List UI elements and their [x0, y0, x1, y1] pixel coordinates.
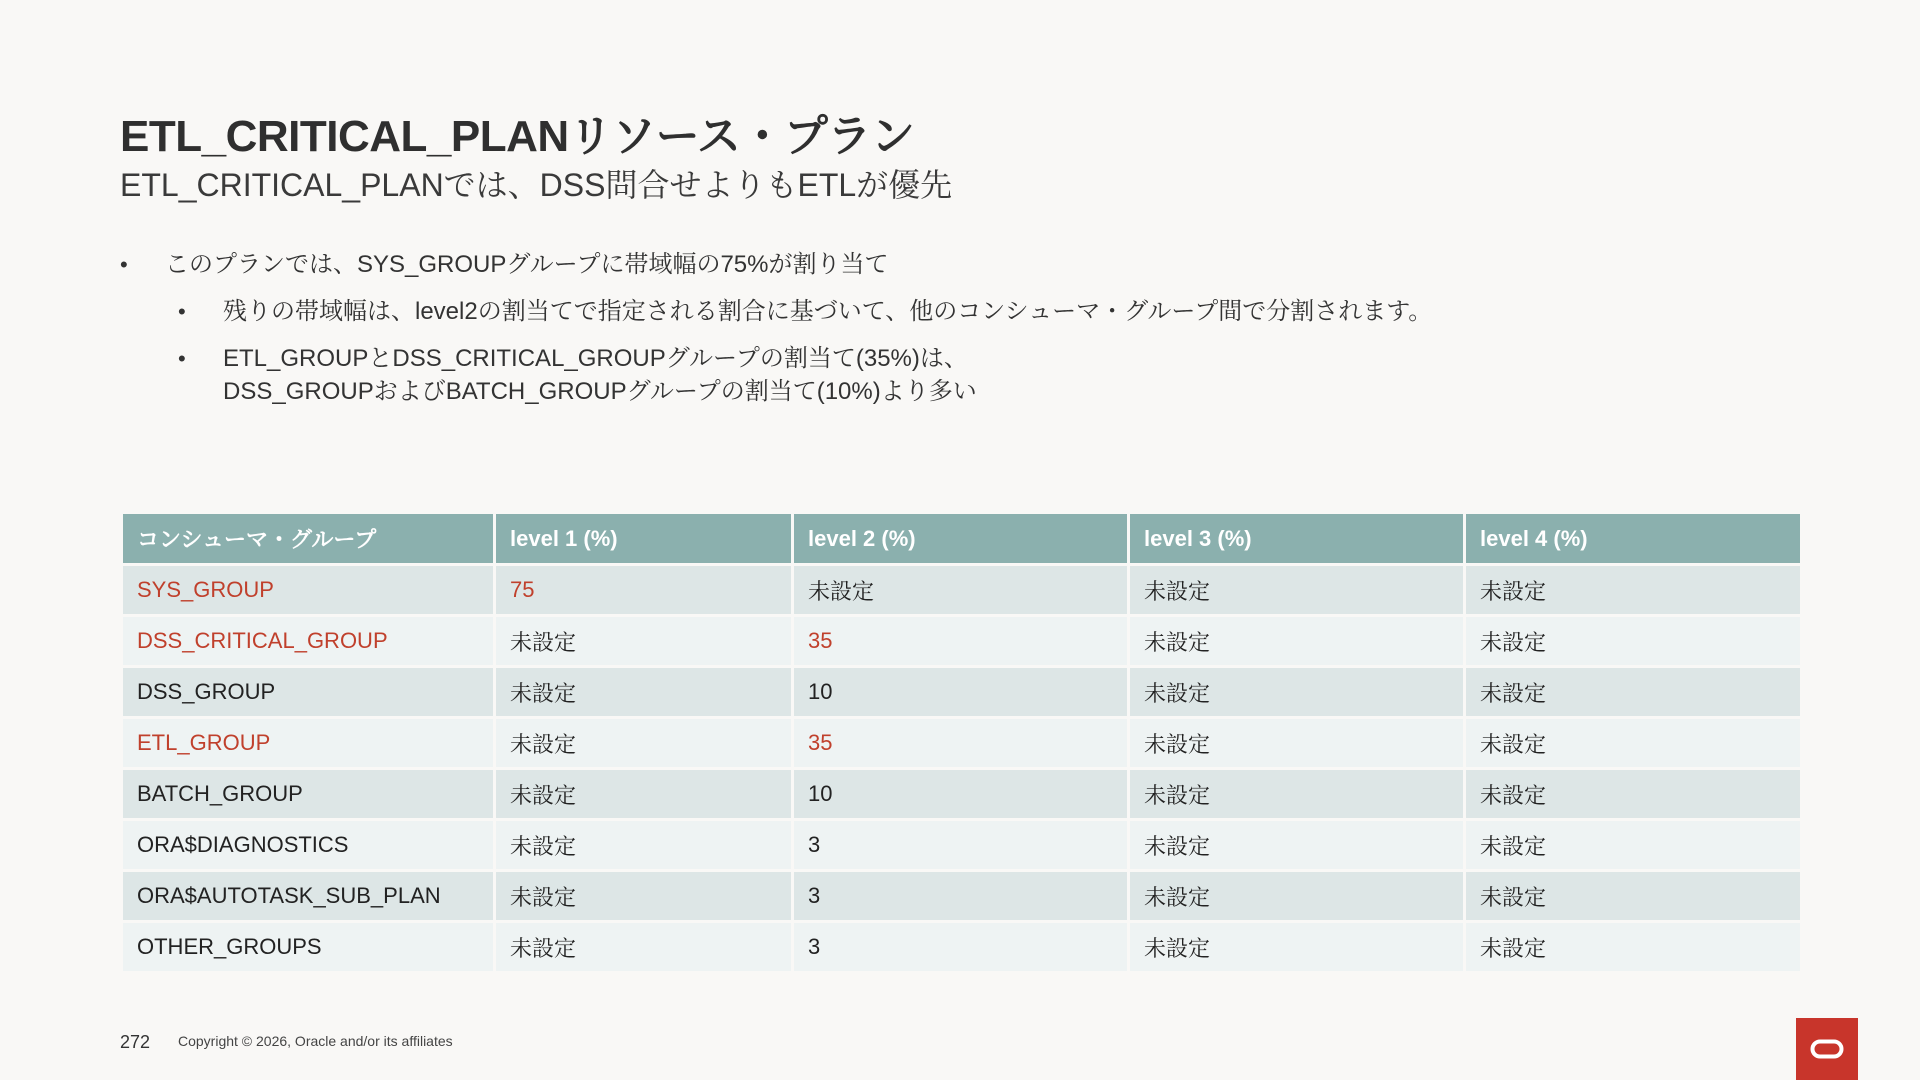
table-cell: 未設定 — [793, 565, 1129, 616]
table-cell: 未設定 — [1129, 718, 1465, 769]
sub-bullet-text-line2: DSS_GROUPおよびBATCH_GROUPグループの割当て(10%)より多い — [223, 378, 977, 405]
table-cell: 未設定 — [1465, 565, 1802, 616]
table-cell: ORA$DIAGNOSTICS — [122, 820, 495, 871]
table-cell: 75 — [495, 565, 793, 616]
sub-bullet-item — [120, 342, 1820, 408]
header-level4: level 4 (%) — [1465, 513, 1802, 565]
bullet-marker: • — [178, 299, 186, 324]
sub-bullet-text: 残りの帯域幅は、level2の割当てで指定される割合に基づいて、他のコンシューマ・グループ間で分割されます。 — [223, 298, 1433, 325]
table-cell: 未設定 — [1129, 565, 1465, 616]
table-cell: OTHER_GROUPS — [122, 922, 495, 973]
bullet-marker: • — [178, 346, 186, 371]
table-cell: 未設定 — [1129, 616, 1465, 667]
table-cell: 未設定 — [495, 769, 793, 820]
table-row — [122, 667, 1802, 718]
resource-plan-table — [120, 511, 1803, 974]
header-consumer-group: コンシューマ・グループ — [122, 513, 495, 565]
table-cell: BATCH_GROUP — [122, 769, 495, 820]
bullet-marker: • — [120, 252, 128, 277]
table-cell: 未設定 — [495, 616, 793, 667]
table-row — [122, 616, 1802, 667]
table-cell: SYS_GROUP — [122, 565, 495, 616]
table-cell: 未設定 — [1465, 871, 1802, 922]
table-cell: DSS_CRITICAL_GROUP — [122, 616, 495, 667]
table-cell: 未設定 — [495, 718, 793, 769]
page-number: 272 — [120, 1032, 151, 1052]
table-cell: 未設定 — [495, 871, 793, 922]
table-cell: 未設定 — [495, 667, 793, 718]
sub-bullet-item — [120, 295, 1820, 328]
table-row — [122, 922, 1802, 973]
table-cell: 未設定 — [1129, 820, 1465, 871]
table-cell: ORA$AUTOTASK_SUB_PLAN — [122, 871, 495, 922]
table-row — [122, 769, 1802, 820]
oracle-logo-icon — [1796, 1018, 1858, 1080]
header-level2: level 2 (%) — [793, 513, 1129, 565]
table-cell: 未設定 — [1129, 769, 1465, 820]
table-cell: ETL_GROUP — [122, 718, 495, 769]
bullet-list — [120, 248, 1820, 408]
table-cell: 未設定 — [1465, 922, 1802, 973]
header-level1: level 1 (%) — [495, 513, 793, 565]
table-cell: 未設定 — [1129, 667, 1465, 718]
table-cell: 未設定 — [1129, 871, 1465, 922]
table-cell: 35 — [793, 718, 1129, 769]
table-cell: 未設定 — [495, 922, 793, 973]
table-cell: 未設定 — [1465, 667, 1802, 718]
table-cell: 3 — [793, 871, 1129, 922]
table-row — [122, 718, 1802, 769]
table-cell: 未設定 — [1129, 922, 1465, 973]
table-row — [122, 565, 1802, 616]
copyright-text: Copyright © 2026, Oracle and/or its affiliates — [178, 1033, 453, 1049]
table-cell: 未設定 — [1465, 616, 1802, 667]
table-cell: 未設定 — [1465, 820, 1802, 871]
table-cell: 10 — [793, 667, 1129, 718]
slide-subtitle: ETL_CRITICAL_PLANでは、DSS問合せよりもETLが優先 — [120, 167, 953, 203]
table-cell: 3 — [793, 820, 1129, 871]
bullet-text: このプランでは、SYS_GROUPグループに帯域幅の75%が割り当て — [165, 251, 889, 278]
table-cell: 未設定 — [1465, 769, 1802, 820]
slide-title: ETL_CRITICAL_PLANリソース・プラン — [120, 112, 915, 161]
bullet-item — [120, 248, 1820, 281]
table-header-row — [122, 513, 1802, 565]
table-cell: DSS_GROUP — [122, 667, 495, 718]
table-cell: 35 — [793, 616, 1129, 667]
table-cell: 未設定 — [1465, 718, 1802, 769]
table-cell: 10 — [793, 769, 1129, 820]
table-row — [122, 820, 1802, 871]
sub-bullet-text-line1: ETL_GROUPとDSS_CRITICAL_GROUPグループの割当て(35%)は、 — [223, 345, 968, 372]
header-level3: level 3 (%) — [1129, 513, 1465, 565]
table-cell: 3 — [793, 922, 1129, 973]
table-row — [122, 871, 1802, 922]
table-cell: 未設定 — [495, 820, 793, 871]
